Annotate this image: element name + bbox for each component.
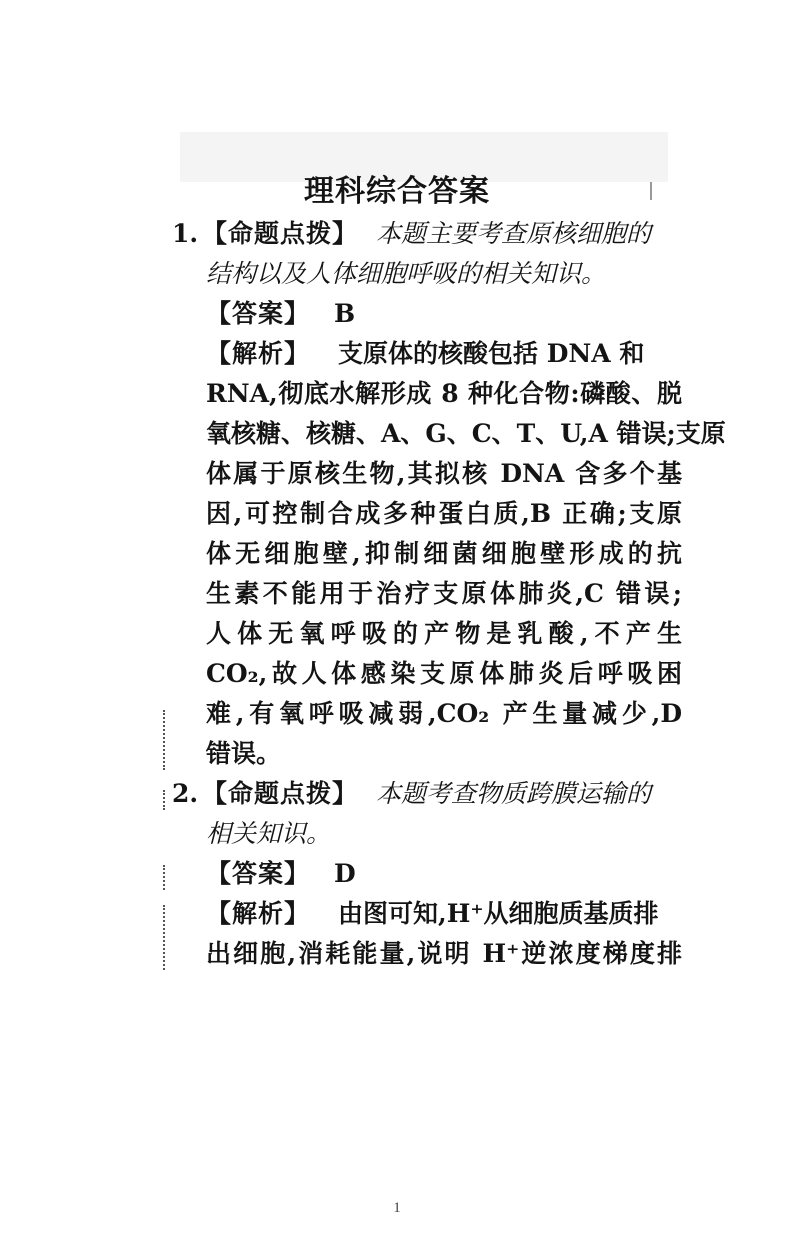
q1-analysis-line — [206, 534, 682, 574]
q1-answer-label: 【答案】 — [206, 299, 311, 328]
q2-topic-label: 【命题点拨】 — [202, 779, 359, 808]
q1-analysis-text: 人体无氧呼吸的产物是乳酸,不产生 — [206, 619, 682, 648]
q1-number: 1. — [172, 219, 199, 248]
q1-analysis-text: 难,有氧呼吸减弱,CO₂ 产生量减少,D — [206, 699, 682, 728]
q2-analysis-line — [206, 934, 682, 974]
q1-analysis-line — [206, 374, 682, 414]
q2-analysis-line-1 — [206, 894, 659, 934]
q1-analysis-line — [206, 734, 281, 774]
q1-analysis-text: 氧核糖、核糖、A、G、C、T、U,A 错误;支原 — [206, 419, 726, 448]
margin-binding-dots — [163, 865, 168, 890]
q1-analysis-text: 支原体的核酸包括 DNA 和 — [338, 339, 645, 368]
q1-analysis-text: 因,可控制合成多种蛋白质,B 正确;支原 — [206, 499, 682, 528]
q1-topic-text-cont: 结构以及人体细胞呼吸的相关知识。 — [206, 259, 607, 288]
q1-analysis-text: CO₂,故人体感染支原体肺炎后呼吸困 — [206, 659, 682, 688]
q1-analysis-line — [206, 414, 726, 454]
q2-answer-value: D — [334, 859, 356, 888]
page-number: 1 — [393, 1200, 401, 1216]
margin-binding-dots — [163, 905, 168, 970]
q2-answer-label: 【答案】 — [206, 859, 311, 888]
q1-analysis-text: RNA,彻底水解形成 8 种化合物:磷酸、脱 — [206, 379, 682, 408]
q1-analysis-line-1 — [206, 334, 644, 374]
q1-topic-label: 【命题点拨】 — [202, 219, 359, 248]
q1-analysis-text: 生素不能用于治疗支原体肺炎,C 错误; — [206, 579, 682, 608]
q2-analysis-text: 由图可知,H⁺从细胞质基质排 — [338, 899, 659, 928]
q1-answer-value: B — [334, 299, 356, 328]
q2-topic-text: 本题考查物质跨膜运输的 — [376, 779, 652, 808]
q2-analysis-label: 【解析】 — [206, 899, 311, 928]
q1-analysis-line — [206, 614, 682, 654]
q1-topic-line — [172, 214, 651, 254]
q1-analysis-line — [206, 454, 682, 494]
margin-binding-dots — [163, 710, 168, 770]
q1-analysis-line — [206, 654, 682, 694]
q1-answer-line — [206, 294, 355, 334]
q1-topic-line-2 — [206, 254, 606, 294]
q1-topic-text: 本题主要考查原核细胞的 — [376, 219, 652, 248]
q2-topic-line — [172, 774, 651, 814]
q2-topic-text-cont: 相关知识。 — [206, 819, 332, 848]
scan-edge-mark — [650, 182, 652, 200]
q1-analysis-text: 体无细胞壁,抑制细菌细胞壁形成的抗 — [206, 539, 682, 568]
q1-analysis-text: 体属于原核生物,其拟核 DNA 含多个基 — [206, 459, 682, 488]
q2-topic-line-2 — [206, 814, 331, 854]
q2-number: 2. — [172, 779, 199, 808]
q1-analysis-label: 【解析】 — [206, 339, 311, 368]
q2-analysis-text: 出细胞,消耗能量,说明 H⁺逆浓度梯度排 — [206, 939, 682, 968]
q2-answer-line — [206, 854, 356, 894]
q1-analysis-text: 错误。 — [206, 739, 282, 768]
page-title: 理科综合答案 — [304, 174, 490, 209]
q1-analysis-line — [206, 694, 682, 734]
margin-binding-dots — [163, 790, 168, 810]
q1-analysis-line — [206, 494, 682, 534]
q1-analysis-line — [206, 574, 682, 614]
